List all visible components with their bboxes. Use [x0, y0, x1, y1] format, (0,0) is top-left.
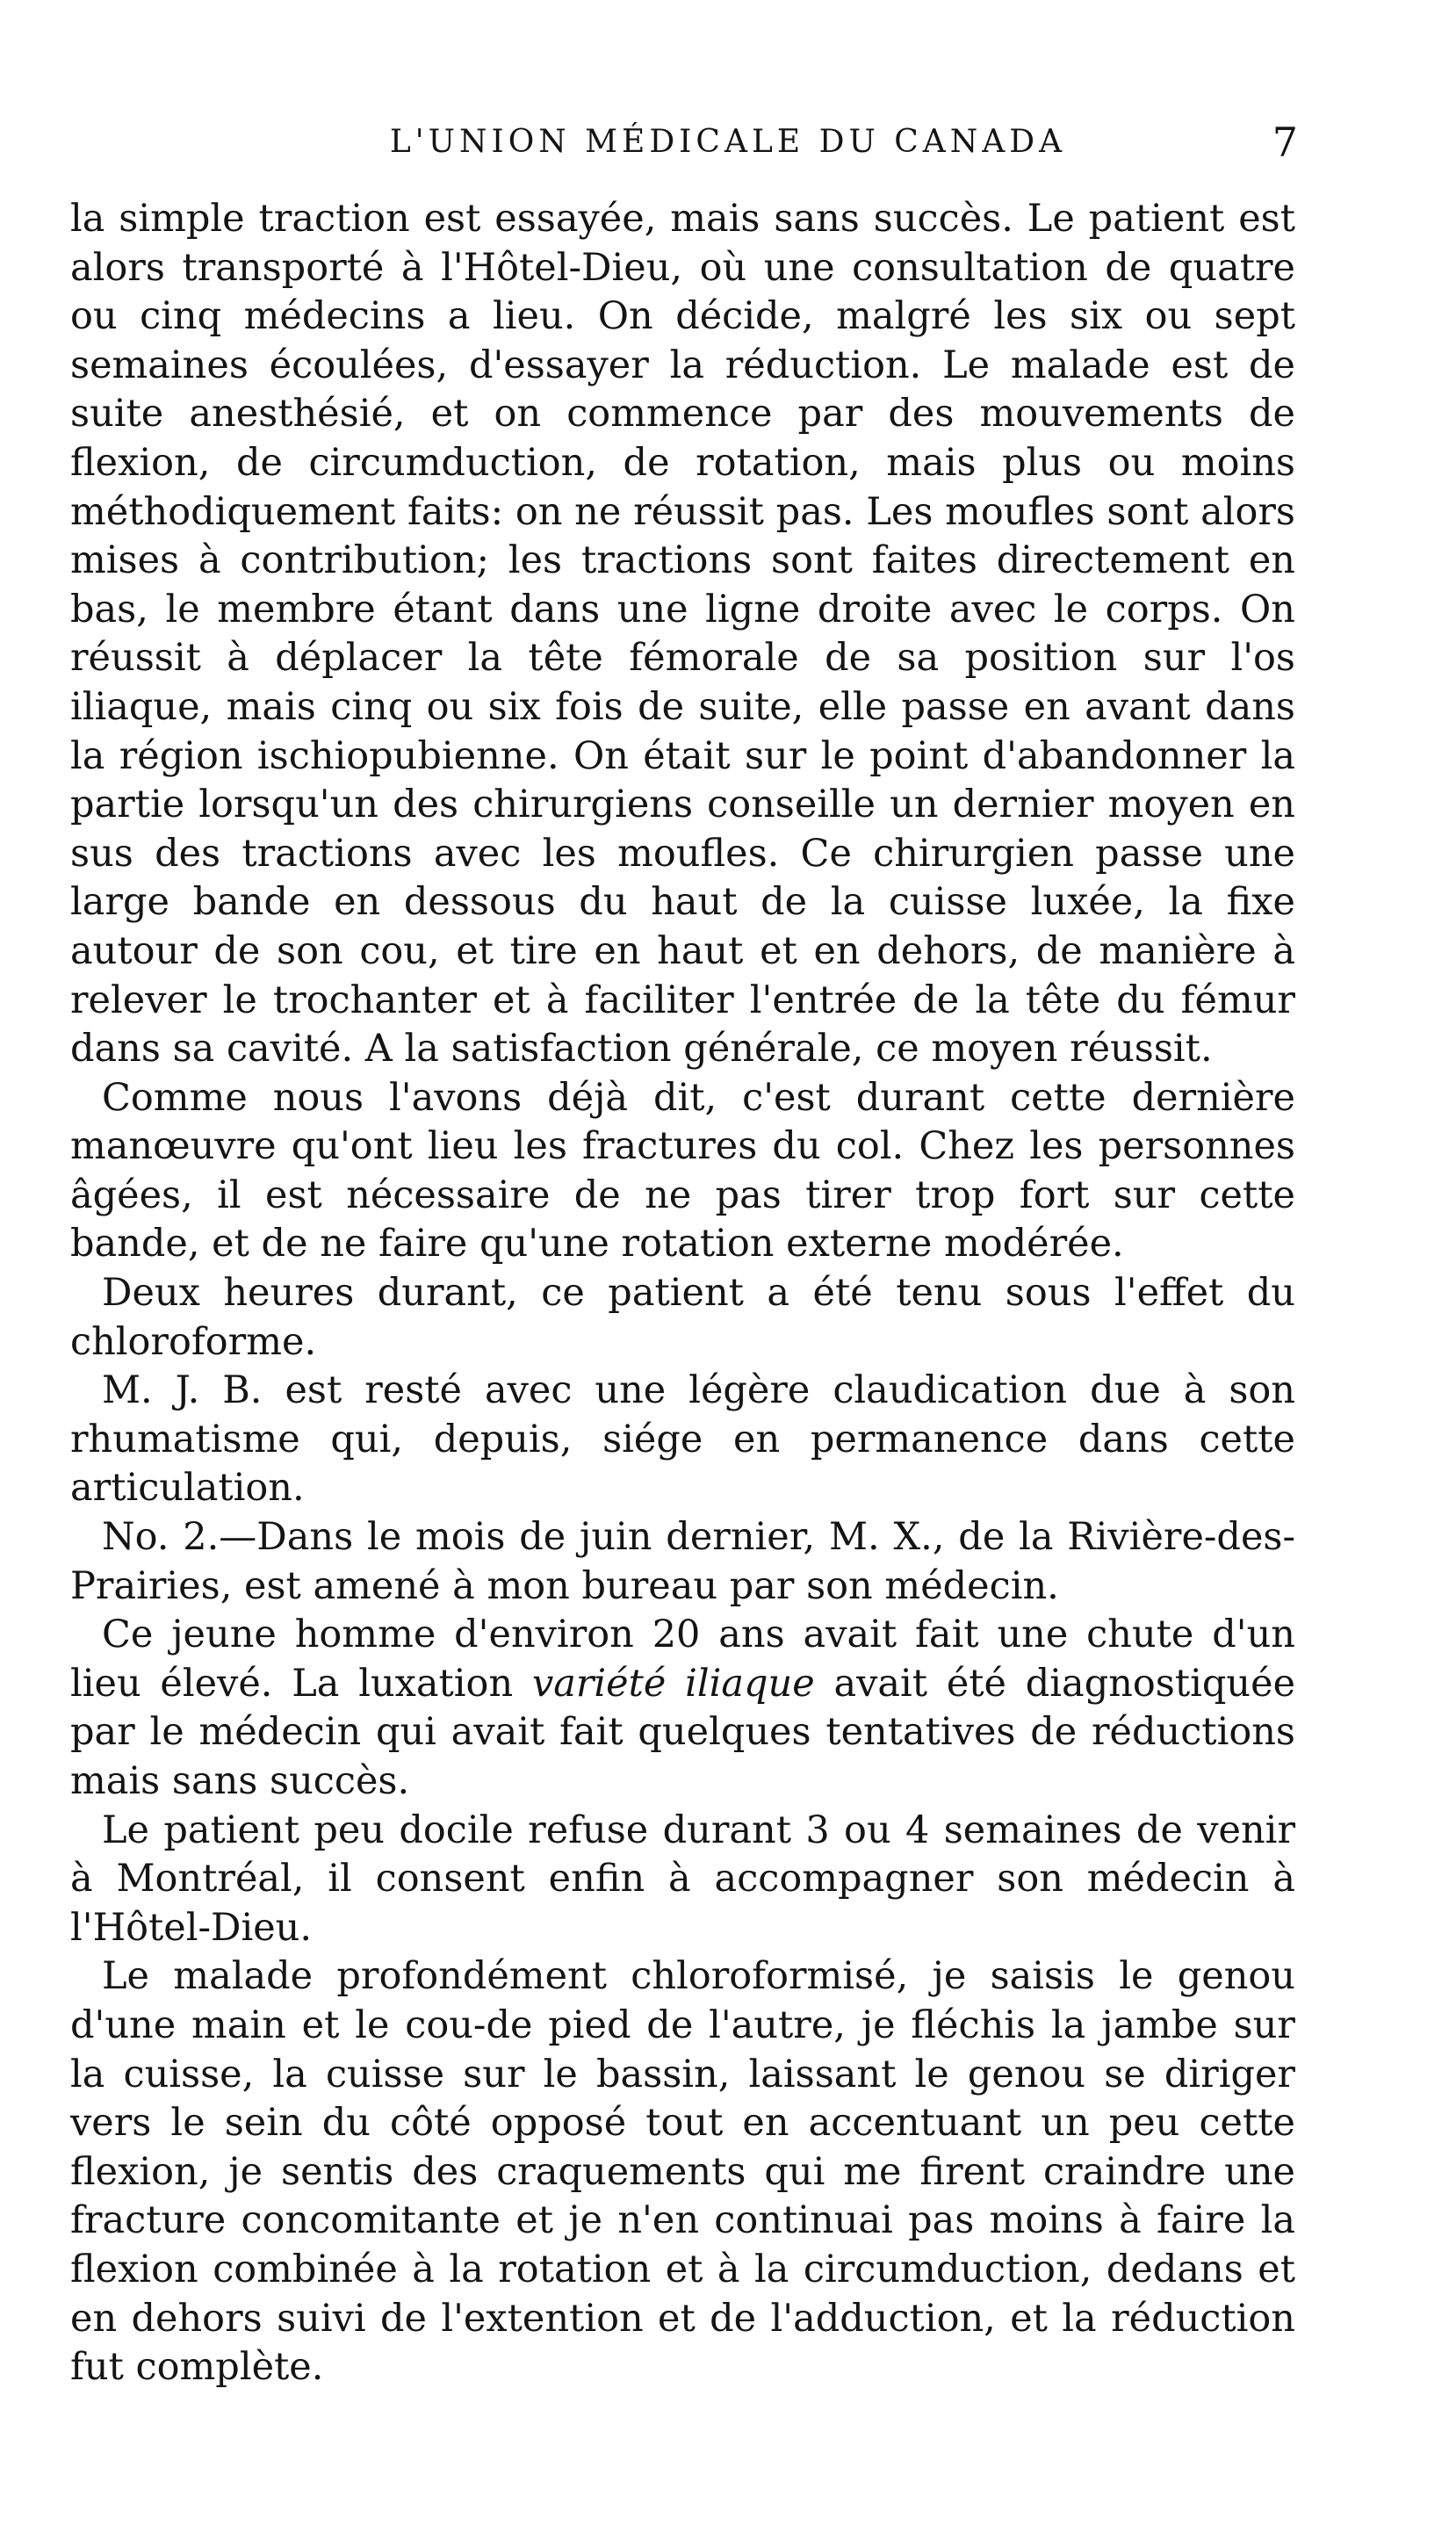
paragraph-chloroform: Deux heures durant, ce patient a été tenu sous l'effet du chloroforme.: [70, 1271, 1295, 1364]
paragraph-patient-refuses: Le patient peu docile refuse durant 3 ou 4 semaines de venir à Montréal, il consent enfin à accompagner son médecin à l'Hôtel-Dieu.: [70, 1808, 1295, 1950]
paragraph-case-2: No. 2.—Dans le mois de juin dernier, M. X., de la Rivière-des-Prairies, est amené à mon bureau par son médecin.: [70, 1515, 1295, 1608]
paragraph-continuation: la simple traction est essayée, mais sans succès. Le patient est alors transporté à l'Hôtel-Dieu, où une consultation de quatre ou cinq médecins a lieu. On décide, malgré les six ou sept semaines écoulées, d'essayer la réduction. Le malade est de suite anesthésié, et on commence par des mouvements de flexion, de circumduction, de rotation, mais plus ou moins méthodiquement faits: on ne réussit pas. Les moufles sont alors mises à contribution; les tractions sont faites directement en bas, le membre étant dans une ligne droite avec le corps. On réussit à déplacer la tête fémorale de sa position sur l'os iliaque, mais cinq ou six fois de suite, elle passe en avant dans la région ischiopubienne. On était sur le point d'abandonner la partie lorsqu'un des chirurgiens conseille un dernier moyen en sus des tractions avec les moufles. Ce chirurgien passe une large bande en dessous du haut de la cuisse luxée, la fixe autour de son cou, et tire en haut et en dehors, de manière à relever le trochanter et à faciliter l'entrée de la tête du fémur dans sa cavité. A la satisfaction générale, ce moyen réussit.: [70, 197, 1295, 1072]
paragraph-diagnosis: [70, 1611, 1295, 1806]
paragraph-reduction: Le malade profondément chloroformisé, je saisis le genou d'une main et le cou-de pied de l'autre, je fléchis la jambe sur la cuisse, la cuisse sur le bassin, laissant le genou se diriger vers le sein du côté opposé tout en accentuant un peu cette flexion, je sentis des craquements qui me firent craindre une fracture concomitante et je n'en continuai pas moins à faire la flexion combinée à la rotation et à la circumduction, dedans et en dehors suivi de l'extention et de l'adduction, et la réduction fut complète.: [70, 1954, 1295, 2390]
paragraph-fractures: Comme nous l'avons déjà dit, c'est durant cette dernière manœuvre qu'ont lieu les fractures du col. Chez les personnes âgées, il est nécessaire de ne pas tirer trop fort sur cette bande, et de ne faire qu'une rotation externe modérée.: [70, 1075, 1295, 1266]
running-head: [70, 119, 1386, 171]
diagnosis-text-start: Ce jeune homme d'environ 20 ans avait fait une chute d'un lieu élevé. La luxation: [70, 1613, 1295, 1706]
diagnosis-variety: variété iliaque: [531, 1661, 815, 1706]
page-number: 7: [1272, 119, 1298, 166]
diagnosis-text-end: avait été diagnostiquée par le médecin qui avait fait quelques tentatives de réductions mais sans succès.: [70, 1661, 1296, 1803]
running-title: L'UNION MÉDICALE DU CANADA: [389, 124, 1067, 160]
paragraph-claudication: M. J. B. est resté avec une légère claudication due à son rhumatisme qui, depuis, siége en permanence dans cette articulation.: [70, 1368, 1295, 1511]
body-text: [70, 195, 1295, 2392]
